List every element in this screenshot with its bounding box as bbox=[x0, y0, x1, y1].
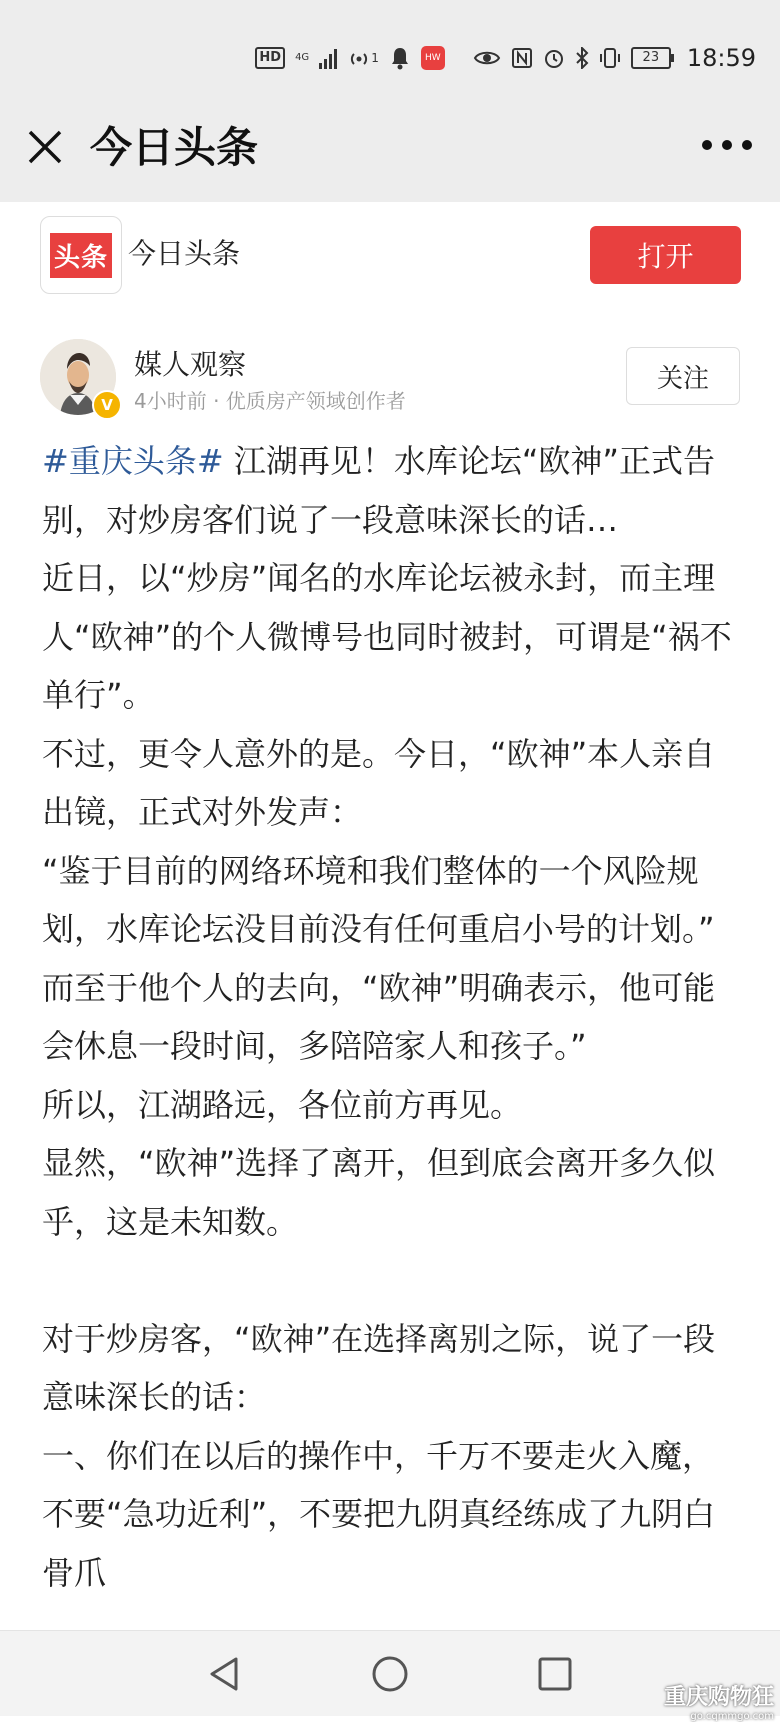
dot-icon bbox=[702, 140, 712, 150]
hashtag-link[interactable]: #重庆头条# bbox=[42, 442, 224, 480]
article-paragraph: “鉴于目前的网络环境和我们整体的一个风险规划，水库论坛没目前没有任何重启小号的计划。” bbox=[42, 851, 715, 948]
article-paragraph: 所以，江湖路远，各位前方再见。 bbox=[42, 1085, 523, 1124]
article-body bbox=[42, 432, 742, 1630]
article-paragraph: 一、你们在以后的操作中，千万不要走火入魔，不要“急功近利”，不要把九阴真经练成了九阴白骨爪 bbox=[42, 1436, 716, 1592]
article-paragraph: 近日，以“炒房”闻名的水库论坛被永封，而主理人“欧神”的个人微博号也同时被封，可谓是“祸不单行”。 bbox=[42, 559, 732, 714]
author-meta: 4小时前 · 优质房产领域创作者 bbox=[134, 389, 406, 413]
dot-icon bbox=[722, 140, 732, 150]
status-icons bbox=[255, 38, 756, 78]
paragraph-text: 江湖再见！水库论坛“欧神”正式告别，对炒房客们说了一段意味深长的话… bbox=[42, 442, 715, 539]
nfc-icon bbox=[511, 47, 533, 69]
notification-bell-icon bbox=[389, 46, 411, 70]
back-button[interactable] bbox=[200, 1649, 250, 1699]
network-type: 4G bbox=[295, 52, 310, 63]
hotspot-count: 1 bbox=[371, 51, 379, 65]
author-name[interactable]: 媒人观察 bbox=[134, 348, 247, 381]
page-title: 今日头条 bbox=[90, 123, 259, 172]
dot-icon bbox=[742, 140, 752, 150]
open-app-button[interactable]: 打开 bbox=[590, 226, 741, 284]
watermark bbox=[664, 1680, 774, 1722]
vibrate-icon bbox=[599, 47, 621, 69]
eye-icon bbox=[473, 49, 501, 67]
home-circle-icon bbox=[365, 1649, 415, 1699]
paragraph-spacer bbox=[42, 1251, 742, 1310]
signal-bars-icon bbox=[319, 47, 337, 69]
article-paragraph: 显然，“欧神”选择了离开，但到底会离开多久似乎，这是未知数。 bbox=[42, 1144, 716, 1241]
toutiao-logo bbox=[40, 216, 122, 294]
watermark-url: go.cqmmgo.com bbox=[690, 1711, 774, 1722]
back-triangle-icon bbox=[200, 1649, 250, 1699]
clock: 18:59 bbox=[686, 44, 756, 72]
home-button[interactable] bbox=[365, 1649, 415, 1699]
watermark-text: 重庆购物狂 bbox=[663, 1685, 774, 1710]
article-paragraph bbox=[42, 432, 742, 549]
article-paragraph: 不过，更令人意外的是。今日，“欧神”本人亲自出镜，正式对外发声： bbox=[42, 734, 716, 831]
app-download-banner bbox=[0, 202, 780, 302]
verified-badge: V bbox=[92, 390, 122, 420]
more-options-button[interactable] bbox=[702, 130, 752, 160]
app-name: 今日头条 bbox=[128, 237, 241, 270]
recent-square-icon bbox=[530, 1649, 580, 1699]
hotspot-icon bbox=[347, 46, 379, 70]
alarm-icon bbox=[543, 47, 565, 69]
shopping-app-icon: HW bbox=[421, 46, 445, 70]
hd-indicator: HD bbox=[255, 47, 285, 69]
close-button[interactable] bbox=[22, 124, 68, 170]
bluetooth-icon bbox=[575, 47, 589, 69]
title-bar bbox=[0, 100, 780, 202]
recent-apps-button[interactable] bbox=[530, 1649, 580, 1699]
article-paragraph: 对于炒房客，“欧神”在选择离别之际，说了一段意味深长的话： bbox=[42, 1319, 716, 1416]
battery-icon: 23 bbox=[631, 47, 671, 69]
follow-button[interactable]: 关注 bbox=[626, 347, 740, 405]
cellular-signal-icon bbox=[295, 53, 309, 63]
author-info bbox=[0, 335, 780, 425]
close-icon bbox=[22, 124, 68, 170]
article-paragraph: 而至于他个人的去向，“欧神”明确表示，他可能会休息一段时间，多陪陪家人和孩子。” bbox=[42, 968, 716, 1065]
status-bar bbox=[0, 0, 780, 100]
logo-text: 头条 bbox=[50, 233, 112, 278]
